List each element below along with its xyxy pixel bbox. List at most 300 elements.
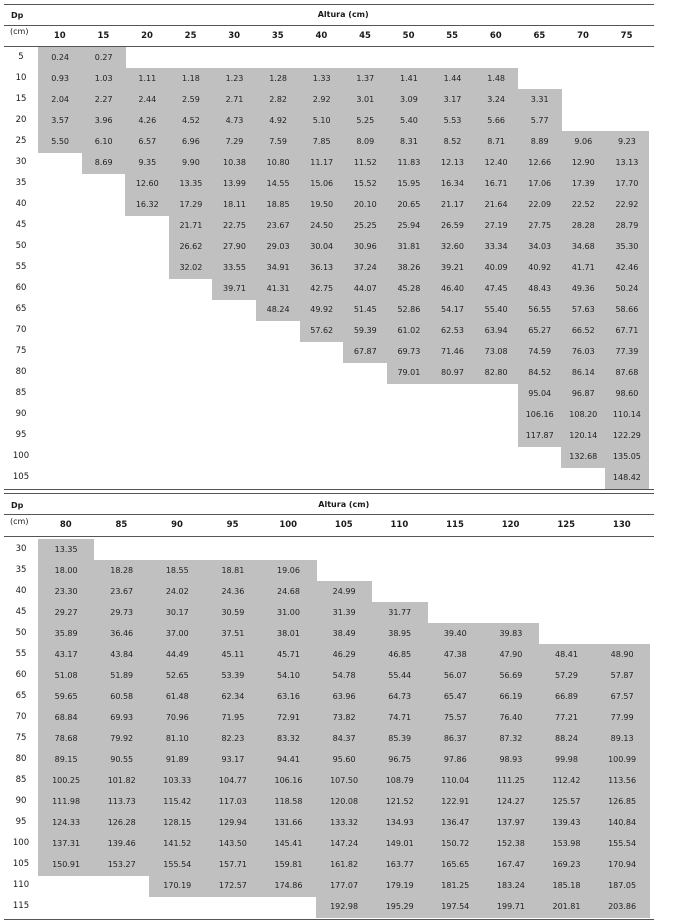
volume-cell: 67.57 <box>594 686 650 708</box>
volume-cell: 1.33 <box>300 68 344 90</box>
volume-cell: 23.67 <box>256 215 300 237</box>
volume-cell: 22.75 <box>212 215 256 237</box>
volume-cell: 18.28 <box>94 560 150 582</box>
volume-cell: 57.87 <box>594 665 650 687</box>
volume-cell: 125.57 <box>538 791 594 813</box>
dp-row-header: 85 <box>15 775 27 785</box>
height-col-header: 35 <box>271 31 284 41</box>
volume-cell: 79.01 <box>387 362 431 384</box>
volume-cell: 63.94 <box>474 320 518 342</box>
volume-cell: 3.24 <box>474 89 518 111</box>
volume-cell: 38.95 <box>372 623 428 645</box>
volume-cell: 39.83 <box>483 623 539 645</box>
volume-cell: 159.81 <box>260 854 316 876</box>
volume-cell: 30.96 <box>343 236 387 258</box>
volume-cell: 2.59 <box>169 89 213 111</box>
volume-cell: 77.21 <box>538 707 594 729</box>
volume-cell: 66.89 <box>538 686 594 708</box>
height-col-header: 55 <box>446 31 459 41</box>
volume-cell: 42.46 <box>605 257 649 279</box>
volume-cell: 9.35 <box>125 152 169 174</box>
volume-cell: 57.63 <box>561 299 605 321</box>
volume-cell: 63.96 <box>316 686 372 708</box>
height-col-header: 10 <box>53 31 66 41</box>
volume-cell: 18.11 <box>212 194 256 216</box>
volume-cell: 46.85 <box>372 644 428 666</box>
volume-cell: 55.40 <box>474 299 518 321</box>
volume-cell: 39.40 <box>427 623 483 645</box>
volume-cell: 110.14 <box>605 404 649 426</box>
volume-cell: 51.08 <box>38 665 94 687</box>
volume-cell: 68.84 <box>38 707 94 729</box>
volume-cell: 199.71 <box>483 896 539 918</box>
volume-cell: 15.52 <box>343 173 387 195</box>
volume-cell: 48.90 <box>594 644 650 666</box>
volume-cell: 6.57 <box>125 131 169 153</box>
volume-cell: 4.26 <box>125 110 169 132</box>
volume-cell: 32.02 <box>169 257 213 279</box>
volume-cell: 24.99 <box>316 581 372 603</box>
volume-cell: 23.30 <box>38 581 94 603</box>
volume-cell: 52.86 <box>387 299 431 321</box>
volume-cell: 13.99 <box>212 173 256 195</box>
dp-row-header: 65 <box>15 304 27 314</box>
dp-unit: (cm) <box>10 27 29 36</box>
volume-cell: 16.71 <box>474 173 518 195</box>
volume-cell: 72.91 <box>260 707 316 729</box>
height-col-header: 90 <box>171 520 183 530</box>
volume-cell: 99.98 <box>538 749 594 771</box>
volume-cell: 150.72 <box>427 833 483 855</box>
volume-cell: 172.57 <box>205 875 261 897</box>
volume-cell: 31.77 <box>372 602 428 624</box>
volume-cell: 140.84 <box>594 812 650 834</box>
volume-cell: 132.68 <box>561 446 605 468</box>
volume-cell: 31.00 <box>260 602 316 624</box>
volume-cell: 47.38 <box>427 644 483 666</box>
volume-cell: 12.13 <box>430 152 474 174</box>
volume-cell: 25.94 <box>387 215 431 237</box>
volume-cell: 24.02 <box>149 581 205 603</box>
volume-cell: 20.65 <box>387 194 431 216</box>
volume-cell: 22.92 <box>605 194 649 216</box>
dp-row-header: 115 <box>12 901 30 911</box>
volume-cell: 120.14 <box>561 425 605 447</box>
dp-row-header: 85 <box>15 388 27 398</box>
height-col-header: 30 <box>228 31 241 41</box>
volume-cell: 11.52 <box>343 152 387 174</box>
volume-cell: 64.73 <box>372 686 428 708</box>
volume-cell: 26.59 <box>430 215 474 237</box>
volume-cell: 79.92 <box>94 728 150 750</box>
volume-cell: 75.57 <box>427 707 483 729</box>
height-col-header: 120 <box>501 520 520 530</box>
volume-cell: 169.23 <box>538 854 594 876</box>
volume-cell: 53.39 <box>205 665 261 687</box>
volume-cell: 5.50 <box>38 131 82 153</box>
volume-cell: 7.29 <box>212 131 256 153</box>
volume-cell: 155.54 <box>594 833 650 855</box>
volume-cell: 131.66 <box>260 812 316 834</box>
volume-cell: 74.59 <box>518 341 562 363</box>
volume-cell: 85.39 <box>372 728 428 750</box>
volume-cell: 5.40 <box>387 110 431 132</box>
volume-cell: 2.04 <box>38 89 82 111</box>
volume-cell: 56.55 <box>518 299 562 321</box>
volume-cell: 56.07 <box>427 665 483 687</box>
volume-cell: 181.25 <box>427 875 483 897</box>
dp-row-header: 60 <box>15 670 27 680</box>
volume-cell: 197.54 <box>427 896 483 918</box>
volume-cell: 40.09 <box>474 257 518 279</box>
volume-cell: 98.60 <box>605 383 649 405</box>
volume-cell: 174.86 <box>260 875 316 897</box>
volume-cell: 36.46 <box>94 623 150 645</box>
volume-cell: 16.32 <box>125 194 169 216</box>
volume-cell: 30.17 <box>149 602 205 624</box>
volume-cell: 1.28 <box>256 68 300 90</box>
volume-cell: 106.16 <box>260 770 316 792</box>
dp-row-header: 60 <box>15 283 27 293</box>
volume-cell: 21.71 <box>169 215 213 237</box>
dp-row-header: 95 <box>15 817 27 827</box>
volume-cell: 38.26 <box>387 257 431 279</box>
volume-cell: 65.27 <box>518 320 562 342</box>
volume-cell: 17.06 <box>518 173 562 195</box>
dp-row-header: 95 <box>15 430 27 440</box>
volume-cell: 2.27 <box>82 89 126 111</box>
volume-cell: 4.52 <box>169 110 213 132</box>
volume-cell: 3.57 <box>38 110 82 132</box>
volume-cell: 129.94 <box>205 812 261 834</box>
volume-cell: 13.13 <box>605 152 649 174</box>
height-col-header: 40 <box>315 31 328 41</box>
volume-cell: 67.71 <box>605 320 649 342</box>
volume-cell: 62.53 <box>430 320 474 342</box>
volume-cell: 192.98 <box>316 896 372 918</box>
volume-cell: 54.10 <box>260 665 316 687</box>
volume-cell: 9.23 <box>605 131 649 153</box>
volume-cell: 55.44 <box>372 665 428 687</box>
volume-cell: 46.40 <box>430 278 474 300</box>
volume-cell: 54.78 <box>316 665 372 687</box>
volume-cell: 20.10 <box>343 194 387 216</box>
volume-cell: 59.65 <box>38 686 94 708</box>
volume-cell: 2.71 <box>212 89 256 111</box>
volume-cell: 96.87 <box>561 383 605 405</box>
volume-cell: 87.32 <box>483 728 539 750</box>
height-col-header: 60 <box>489 31 502 41</box>
volume-cell: 84.52 <box>518 362 562 384</box>
volume-cell: 29.73 <box>94 602 150 624</box>
altura-label: Altura (cm) <box>317 10 369 19</box>
volume-cell: 83.32 <box>260 728 316 750</box>
volume-cell: 103.33 <box>149 770 205 792</box>
dp-row-header: 100 <box>12 451 30 461</box>
rule-line <box>4 536 654 537</box>
volume-cell: 23.67 <box>94 581 150 603</box>
volume-cell: 167.47 <box>483 854 539 876</box>
volume-cell: 100.25 <box>38 770 94 792</box>
volume-cell: 0.24 <box>38 47 82 69</box>
dp-row-header: 55 <box>15 649 27 659</box>
dp-label: Dp <box>11 501 24 510</box>
volume-cell: 86.37 <box>427 728 483 750</box>
volume-cell: 8.89 <box>518 131 562 153</box>
volume-cell: 69.93 <box>94 707 150 729</box>
volume-cell: 50.24 <box>605 278 649 300</box>
volume-cell: 11.17 <box>300 152 344 174</box>
volume-cell: 8.71 <box>474 131 518 153</box>
volume-cell: 89.15 <box>38 749 94 771</box>
dp-row-header: 105 <box>12 859 30 869</box>
volume-cell: 152.38 <box>483 833 539 855</box>
volume-cell: 108.79 <box>372 770 428 792</box>
volume-cell: 5.77 <box>518 110 562 132</box>
volume-cell: 71.46 <box>430 341 474 363</box>
height-col-header: 15 <box>97 31 110 41</box>
dp-row-header: 105 <box>12 472 30 482</box>
volume-cell: 78.68 <box>38 728 94 750</box>
volume-cell: 107.50 <box>316 770 372 792</box>
volume-cell: 110.04 <box>427 770 483 792</box>
dp-row-header: 80 <box>15 754 27 764</box>
volume-cell: 9.06 <box>561 131 605 153</box>
volume-cell: 16.34 <box>430 173 474 195</box>
volume-cell: 120.08 <box>316 791 372 813</box>
volume-cell: 5.53 <box>430 110 474 132</box>
volume-cell: 28.28 <box>561 215 605 237</box>
volume-cell: 0.93 <box>38 68 82 90</box>
height-col-header: 75 <box>620 31 633 41</box>
volume-cell: 18.85 <box>256 194 300 216</box>
volume-cell: 51.45 <box>343 299 387 321</box>
volume-cell: 40.92 <box>518 257 562 279</box>
volume-cell: 86.14 <box>561 362 605 384</box>
dp-row-header: 40 <box>15 199 27 209</box>
volume-cell: 6.10 <box>82 131 126 153</box>
volume-cell: 1.23 <box>212 68 256 90</box>
dp-unit: (cm) <box>10 517 29 526</box>
volume-table-2 <box>4 492 654 921</box>
volume-cell: 1.11 <box>125 68 169 90</box>
volume-cell: 139.43 <box>538 812 594 834</box>
volume-cell: 45.28 <box>387 278 431 300</box>
volume-cell: 21.64 <box>474 194 518 216</box>
volume-cell: 19.50 <box>300 194 344 216</box>
volume-cell: 32.60 <box>430 236 474 258</box>
volume-cell: 47.90 <box>483 644 539 666</box>
volume-cell: 82.23 <box>205 728 261 750</box>
volume-cell: 124.33 <box>38 812 94 834</box>
volume-table-1 <box>4 2 654 490</box>
height-col-header: 105 <box>334 520 353 530</box>
volume-cell: 7.59 <box>256 131 300 153</box>
height-col-header: 65 <box>533 31 546 41</box>
volume-cell: 9.90 <box>169 152 213 174</box>
volume-cell: 21.17 <box>430 194 474 216</box>
dp-row-header: 40 <box>15 586 27 596</box>
volume-cell: 4.92 <box>256 110 300 132</box>
volume-cell: 73.08 <box>474 341 518 363</box>
volume-cell: 111.25 <box>483 770 539 792</box>
volume-cell: 37.00 <box>149 623 205 645</box>
dp-row-header: 35 <box>15 178 27 188</box>
volume-cell: 39.21 <box>430 257 474 279</box>
volume-cell: 56.69 <box>483 665 539 687</box>
volume-cell: 30.04 <box>300 236 344 258</box>
volume-cell: 1.03 <box>82 68 126 90</box>
volume-cell: 134.93 <box>372 812 428 834</box>
volume-cell: 106.16 <box>518 404 562 426</box>
volume-cell: 34.03 <box>518 236 562 258</box>
volume-cell: 27.90 <box>212 236 256 258</box>
volume-cell: 10.80 <box>256 152 300 174</box>
volume-cell: 49.36 <box>561 278 605 300</box>
volume-cell: 24.68 <box>260 581 316 603</box>
volume-cell: 1.48 <box>474 68 518 90</box>
volume-cell: 63.16 <box>260 686 316 708</box>
volume-cell: 48.43 <box>518 278 562 300</box>
volume-cell: 1.37 <box>343 68 387 90</box>
volume-cell: 133.32 <box>316 812 372 834</box>
volume-cell: 31.81 <box>387 236 431 258</box>
volume-cell: 183.24 <box>483 875 539 897</box>
volume-cell: 143.50 <box>205 833 261 855</box>
height-col-header: 130 <box>612 520 631 530</box>
dp-row-header: 25 <box>15 136 27 146</box>
volume-cell: 104.77 <box>205 770 261 792</box>
volume-cell: 76.03 <box>561 341 605 363</box>
volume-cell: 11.83 <box>387 152 431 174</box>
volume-cell: 39.71 <box>212 278 256 300</box>
volume-cell: 43.17 <box>38 644 94 666</box>
volume-cell: 61.48 <box>149 686 205 708</box>
height-col-header: 115 <box>446 520 464 530</box>
height-col-header: 95 <box>226 520 239 530</box>
rule-line <box>4 493 654 494</box>
volume-cell: 100.99 <box>594 749 650 771</box>
dp-row-header: 10 <box>15 73 27 83</box>
volume-cell: 66.19 <box>483 686 539 708</box>
volume-cell: 170.94 <box>594 854 650 876</box>
dp-row-header: 100 <box>12 838 30 848</box>
volume-cell: 8.31 <box>387 131 431 153</box>
volume-cell: 137.31 <box>38 833 94 855</box>
volume-cell: 14.55 <box>256 173 300 195</box>
volume-cell: 1.18 <box>169 68 213 90</box>
dp-row-header: 75 <box>15 733 27 743</box>
volume-cell: 153.98 <box>538 833 594 855</box>
volume-cell: 26.62 <box>169 236 213 258</box>
volume-cell: 29.03 <box>256 236 300 258</box>
volume-cell: 201.81 <box>538 896 594 918</box>
volume-cell: 112.42 <box>538 770 594 792</box>
volume-cell: 46.29 <box>316 644 372 666</box>
volume-cell: 13.35 <box>169 173 213 195</box>
volume-cell: 77.39 <box>605 341 649 363</box>
volume-cell: 43.84 <box>94 644 150 666</box>
volume-cell: 95.04 <box>518 383 562 405</box>
volume-cell: 117.03 <box>205 791 261 813</box>
volume-cell: 60.58 <box>94 686 150 708</box>
dp-row-header: 45 <box>15 220 27 230</box>
volume-cell: 87.68 <box>605 362 649 384</box>
volume-cell: 5.66 <box>474 110 518 132</box>
volume-cell: 88.24 <box>538 728 594 750</box>
volume-cell: 94.41 <box>260 749 316 771</box>
volume-cell: 163.77 <box>372 854 428 876</box>
volume-cell: 122.29 <box>605 425 649 447</box>
volume-cell: 17.29 <box>169 194 213 216</box>
volume-cell: 187.05 <box>594 875 650 897</box>
volume-cell: 126.28 <box>94 812 150 834</box>
volume-cell: 19.06 <box>260 560 316 582</box>
volume-cell: 3.96 <box>82 110 126 132</box>
volume-cell: 54.17 <box>430 299 474 321</box>
volume-cell: 170.19 <box>149 875 205 897</box>
dp-row-header: 70 <box>15 712 27 722</box>
altura-label: Altura (cm) <box>318 500 370 509</box>
dp-row-header: 90 <box>15 409 27 419</box>
volume-cell: 121.52 <box>372 791 428 813</box>
height-col-header: 70 <box>577 31 589 41</box>
volume-cell: 17.39 <box>561 173 605 195</box>
volume-cell: 139.46 <box>94 833 150 855</box>
volume-cell: 52.65 <box>149 665 205 687</box>
volume-cell: 97.86 <box>427 749 483 771</box>
volume-cell: 161.82 <box>316 854 372 876</box>
volume-cell: 115.42 <box>149 791 205 813</box>
volume-cell: 27.19 <box>474 215 518 237</box>
volume-cell: 57.62 <box>300 320 344 342</box>
volume-cell: 45.71 <box>260 644 316 666</box>
volume-cell: 8.09 <box>343 131 387 153</box>
volume-cell: 122.91 <box>427 791 483 813</box>
dp-row-header: 70 <box>15 325 27 335</box>
volume-cell: 8.52 <box>430 131 474 153</box>
volume-cell: 12.40 <box>474 152 518 174</box>
volume-cell: 113.73 <box>94 791 150 813</box>
volume-cell: 126.85 <box>594 791 650 813</box>
volume-cell: 149.01 <box>372 833 428 855</box>
volume-cell: 24.36 <box>205 581 261 603</box>
volume-cell: 136.47 <box>427 812 483 834</box>
volume-cell: 1.41 <box>387 68 431 90</box>
volume-cell: 111.98 <box>38 791 94 813</box>
volume-cell: 18.81 <box>205 560 261 582</box>
volume-cell: 124.27 <box>483 791 539 813</box>
volume-cell: 62.34 <box>205 686 261 708</box>
volume-cell: 31.39 <box>316 602 372 624</box>
height-col-header: 25 <box>184 31 197 41</box>
rule-line <box>4 514 654 515</box>
dp-row-header: 75 <box>15 346 27 356</box>
height-col-header: 85 <box>115 520 128 530</box>
volume-cell: 141.52 <box>149 833 205 855</box>
volume-cell: 48.41 <box>538 644 594 666</box>
volume-cell: 58.66 <box>605 299 649 321</box>
rule-line <box>4 4 654 5</box>
rule-line <box>4 489 654 490</box>
dp-row-header: 20 <box>15 115 27 125</box>
volume-cell: 15.06 <box>300 173 344 195</box>
volume-cell: 76.40 <box>483 707 539 729</box>
volume-cell: 28.79 <box>605 215 649 237</box>
volume-cell: 203.86 <box>594 896 650 918</box>
volume-cell: 177.07 <box>316 875 372 897</box>
volume-cell: 145.41 <box>260 833 316 855</box>
